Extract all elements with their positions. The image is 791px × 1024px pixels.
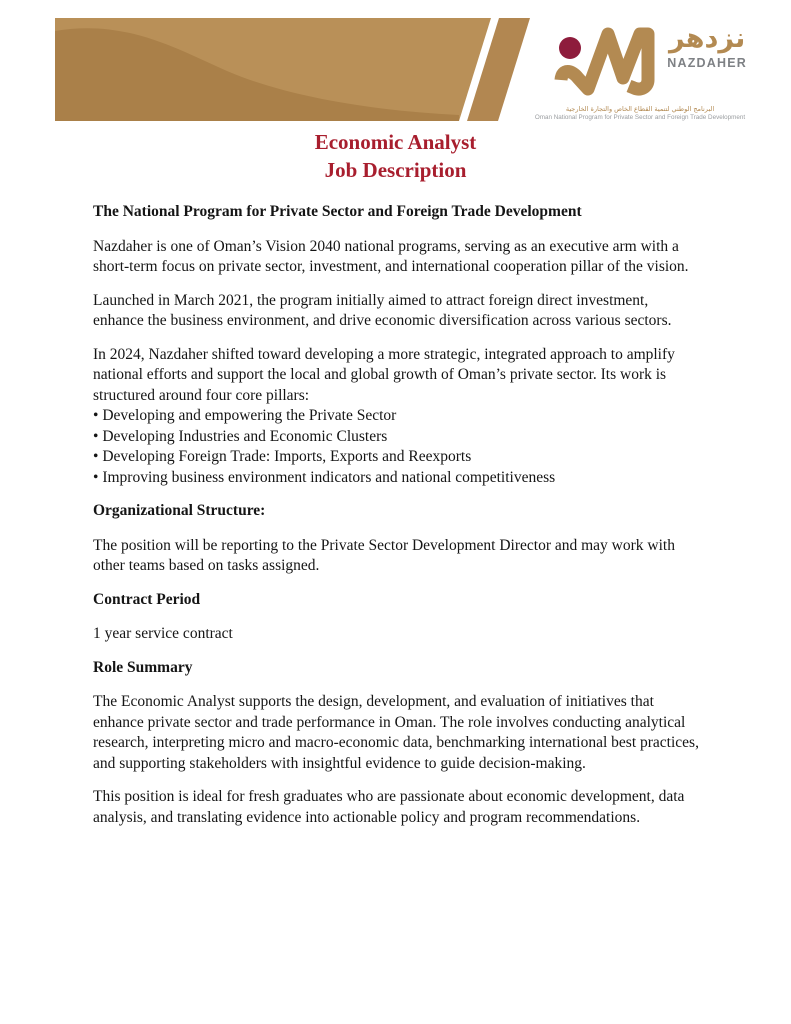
intro-heading: The National Program for Private Sector and Foreign Trade Development xyxy=(93,203,582,220)
document-body xyxy=(93,202,701,841)
pillar-item: • Developing Foreign Trade: Imports, Exports and Reexports xyxy=(93,448,472,465)
pillars-intro: In 2024, Nazdaher shifted toward developing a more strategic, integrated approach to amplify national efforts and support the local and global growth of Oman’s private sector. Its work is structured around four core pillars: xyxy=(93,345,675,404)
nazdaher-logo-mark-icon xyxy=(549,18,661,98)
intro-paragraph-1: Nazdaher is one of Oman’s Vision 2040 national programs, serving as an executive arm with a short-term focus on private sector, investment, and international cooperation pillar of the vision. xyxy=(93,237,689,275)
document-title xyxy=(0,128,791,184)
contract-period-heading: Contract Period xyxy=(93,590,201,608)
bullet-icon: • xyxy=(93,468,99,486)
role-summary-heading: Role Summary xyxy=(93,658,193,676)
logo-arabic-name: نزدهر xyxy=(668,23,746,54)
header-banner xyxy=(0,0,791,124)
role-summary-paragraph-2: This position is ideal for fresh graduates who are passionate about economic development, data analysis, and translating evidence into actionable policy and program recommendations. xyxy=(93,788,685,826)
org-structure-heading: Organizational Structure: xyxy=(93,502,266,519)
pillar-item: • Improving business environment indicators and national competitiveness xyxy=(93,468,556,486)
pillar-item: • Developing Industries and Economic Clusters xyxy=(93,427,388,445)
contract-period-paragraph: 1 year service contract xyxy=(93,625,233,642)
bullet-icon: • xyxy=(93,407,99,424)
logo-latin-name: NAZDAHER xyxy=(667,56,747,70)
pillar-item: • Developing and empowering the Private Sector xyxy=(93,407,397,424)
org-structure-paragraph: The position will be reporting to the Private Sector Development Director and may work with other teams based on tasks assigned. xyxy=(93,536,675,574)
logo-wordmark xyxy=(667,18,747,70)
banner-wave-graphic xyxy=(55,18,531,121)
bullet-icon: • xyxy=(93,448,99,465)
title-line-2: Job Description xyxy=(324,158,467,182)
role-summary-paragraph-1: The Economic Analyst supports the design, development, and evaluation of initiatives that enhance private sector and trade performance in Oman. The role involves conducting analytical research, interpreting micro and macro-economic data, benchmarking international best practices, and supporting stakeholders with insightful evidence to guide decision-making. xyxy=(93,693,699,772)
pillars-block xyxy=(93,345,701,489)
nazdaher-logo xyxy=(533,18,747,122)
intro-paragraph-2: Launched in March 2021, the program initially aimed to attract foreign direct investment, enhance the business environment, and drive economic diversification across various sectors. xyxy=(93,291,672,329)
logo-tagline-english: Oman National Program for Private Sector and Foreign Trade Development xyxy=(534,114,746,121)
logo-taglines xyxy=(533,105,747,122)
title-line-1: Economic Analyst xyxy=(314,130,477,154)
logo-tagline-arabic: البرنامج الوطني لتنمية القطاع الخاص والتجارة الخارجية xyxy=(565,105,715,113)
bullet-icon: • xyxy=(93,427,99,445)
